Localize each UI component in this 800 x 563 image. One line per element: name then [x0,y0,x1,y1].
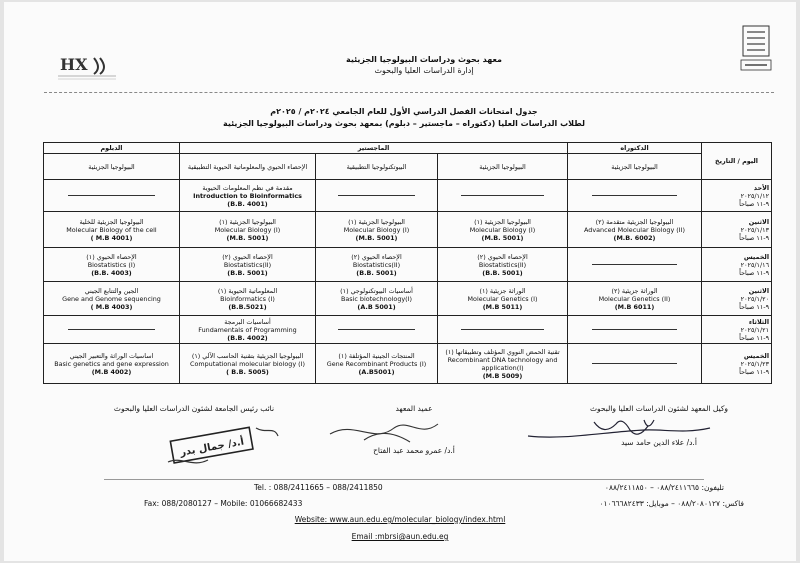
dean-title: عميد المعهد [395,404,433,413]
day-date-cell [702,212,772,248]
course-arabic-name: أساسيات البيوتكنولوجي (١) [340,286,413,295]
phone-ar: تليفون: ٠٨٨/٢٤١١٦٦٥ – ٠٨٨/٢٤١١٨٥٠ [604,483,724,492]
course-code: (B.B. 5001) [482,268,523,277]
exam-cell-phd [568,316,702,344]
course-english-name: Molecular Genetics (I) [467,294,538,303]
day-cell-day: الثلاثاء [748,317,770,326]
day-cell-time: ٩-١١ صباحاً [739,199,770,208]
exam-cell-phd [568,282,702,316]
course-english-name: Introduction to Bioinformatics [193,191,302,200]
course-arabic-name: البيولوجيا الجزيئية بتقنية الحاسب الآلي (١) [191,351,304,360]
day-date-cell [702,344,772,384]
empty-slot-line [592,195,677,196]
course-english-name: Computational molecular biology (I) [189,359,306,368]
vp-signature [64,404,324,413]
exam-cell-dip [44,344,180,384]
course-english-name: Basic genetics and gene expression [54,359,169,368]
day-cell-time: ٩-١١ صباحاً [739,302,770,311]
exam-cell-ms-bt [316,212,438,248]
group-masters: الماجستير [180,143,568,154]
empty-slot-line [338,195,415,196]
exam-cell-ms-bt [316,344,438,384]
course-arabic-name: الإحصاء الحيوي (٢) [351,252,402,261]
title-line-2: لطلاب الدراسات العليا (دكتوراه – ماجستير – دبلوم) بمعهد بحوث ودراسات البيولوجيا الجزيئية [223,119,585,128]
course-arabic-name: البيولوجيا الجزيئية (١) [474,217,531,226]
course-arabic-name: البيولوجيا الجزيئية للخلية [79,217,144,226]
exam-cell-ms-bi [180,248,316,282]
dean-name: أ.د/ عمرو محمد عبد الفتاح [373,446,455,455]
subject-header-row [44,154,772,180]
course-arabic-name: الإحصاء الحيوي (٢) [222,252,273,261]
course-arabic-name: أساسيات البرمجة [224,317,271,326]
group-header-row [44,143,772,154]
course-code: (M.B. 5001) [226,233,269,242]
exam-schedule-table [43,142,772,384]
exam-cell-ms-bt [316,180,438,212]
day-cell-day: الخميس [743,351,770,360]
institute-header [304,54,544,76]
stamp-text: أ.د/ جمال بدر [179,436,245,459]
day-cell-date: ٢٠٢٥/١/٢١ [740,325,770,334]
day-date-cell [702,180,772,212]
day-cell-date: ٢٠٢٥/١/٢٣ [740,359,770,368]
course-arabic-name: مقدمة في نظم المعلومات الحيوية [202,183,293,192]
empty-slot-line [592,329,677,330]
course-arabic-name: البيولوجيا الجزيئية (١) [348,217,405,226]
exam-cell-ms-mb [438,212,568,248]
exam-cell-ms-bt [316,316,438,344]
course-arabic-name: الإحصاء الحيوي (٢) [477,252,528,261]
day-cell-day: الاثنين [748,286,770,295]
empty-slot-line [68,329,154,330]
schedule-row [44,282,772,316]
website-link[interactable]: Website: www.aun.edu.eg/molecular_biology/index.html [294,515,506,524]
empty-slot-line [461,329,544,330]
course-arabic-name: الجين والتتابع الجيني [84,286,139,295]
institute-logo [56,52,120,82]
dean-handwritten-signature [324,416,444,446]
course-english-name: Biostatistics (I) [87,260,136,269]
vp-title: نائب رئيس الجامعة لشئون الدراسات العليا والبحوث [113,404,275,413]
course-arabic-name: تقنية الحمض النووي المؤتلف وتطبيقاتها (١) [445,347,560,356]
course-code: (B.B.5021) [228,302,267,311]
course-code: (M.B 5011) [482,302,523,311]
course-code: (M.B 5009) [482,371,523,380]
course-english-name: Gene Recombinant Products (I) [326,359,427,368]
exam-cell-ms-bi [180,212,316,248]
day-cell-date: ٢٠٢٥/١/١٦ [740,260,770,269]
course-arabic-name: الوراثة جزيئية (١) [479,286,526,295]
group-diploma: الدبلوم [44,143,180,154]
fax-en: Fax: 088/2080127 – Mobile: 01066682433 [144,499,303,508]
schedule-row [44,212,772,248]
empty-slot-line [592,264,677,265]
course-arabic-name: الوراثة جزيئية (٢) [611,286,658,295]
schedule-body [44,180,772,384]
course-english-name: Molecular Biology (I) [469,225,536,234]
course-code: (M.B 6011) [614,302,655,311]
empty-slot-line [338,329,415,330]
website-line [4,515,796,524]
course-code: (A.B5001) [358,367,395,376]
course-english-name: Bioinformatics (I) [220,294,275,303]
exam-cell-dip [44,316,180,344]
course-arabic-name: الإحصاء الحيوي (١) [86,252,137,261]
email-link[interactable]: Email :mbrsi@aun.edu.eg [351,532,449,541]
dean-signature [354,404,474,413]
footer-rule [104,479,704,480]
course-code: (B.B. 5001) [227,268,268,277]
col-ms-molecular-biology: البيولوجيا الجزيئية [438,154,568,180]
course-code: (M.B 4002) [91,367,132,376]
schedule-row [44,316,772,344]
exam-cell-dip [44,282,180,316]
course-arabic-name: المعلوماتية الحيوية (١) [217,286,278,295]
exam-cell-phd [568,212,702,248]
course-english-name: Molecular Biology (I) [214,225,281,234]
course-code: (B.B. 4001) [227,199,268,208]
department-name: إدارة الدراسات العليا والبحوث [374,66,474,75]
day-date-cell [702,282,772,316]
day-cell-time: ٩-١١ صباحاً [739,268,770,277]
university-logo [739,24,773,74]
course-arabic-name: اساسيات الوراثة والتعبير الجيني [69,351,154,360]
day-cell-date: ٢٠٢٥/١/١٢ [740,191,770,200]
exam-cell-phd [568,180,702,212]
phone-en: Tel. : 088/2411665 – 088/2411850 [254,483,383,492]
empty-slot-line [68,195,154,196]
header-rule [44,92,774,93]
exam-cell-ms-mb [438,344,568,384]
schedule-row [44,344,772,384]
day-cell-time: ٩-١١ صباحاً [739,233,770,242]
exam-cell-ms-bi [180,282,316,316]
col-diploma-molecular-biology: البيولوجيا الجزيئية [44,154,180,180]
vice-dean-handwritten-signature [524,414,714,446]
exam-cell-ms-bt [316,248,438,282]
fax-ar: فاكس: ٠٨٨/٢٠٨٠١٢٧ – موبايل: ٠١٠٦٦٦٨٢٤٣٣ [599,499,744,508]
course-code: (B.B. 4002) [227,333,268,342]
course-english-name: Molecular Genetics (II) [598,294,671,303]
course-english-name: Recombinant DNA technology and application(I) [447,355,558,372]
svg-text:HX: HX [60,55,88,74]
exam-cell-dip [44,180,180,212]
exam-cell-ms-bi [180,344,316,384]
course-english-name: Molecular Biology (I) [343,225,410,234]
day-cell-time: ٩-١١ صباحاً [739,333,770,342]
course-code: (B.B. 5001) [356,268,397,277]
exam-cell-ms-bi [180,316,316,344]
vp-stamp [164,422,284,470]
title-line-1: جدول امتحانات الفصل الدراسي الأول للعام الجامعي ٢٠٢٤م / ٢٠٢٥م [270,107,538,116]
course-code: (M.B. 6002) [613,233,656,242]
schedule-row [44,248,772,282]
course-english-name: Biostatistics(II) [478,260,527,269]
day-cell-date: ٢٠٢٥/١/٢٠ [740,294,770,303]
exam-cell-ms-bi [180,180,316,212]
course-code: (M.B. 5001) [355,233,398,242]
exam-cell-ms-mb [438,316,568,344]
course-english-name: Fundamentals of Programming [198,325,297,334]
email-line [4,532,796,541]
schedule-row [44,180,772,212]
course-english-name: Molecular Biology of the cell [66,225,157,234]
col-phd-molecular-biology: البيولوجيا الجزيئية [568,154,702,180]
day-cell-time: ٩-١١ صباحاً [739,367,770,376]
empty-slot-line [592,363,677,364]
day-cell-day: الخميس [743,252,770,261]
day-cell-day: الأحد [753,183,770,192]
course-arabic-name: البيولوجيا الجزيئية متقدمة (٢) [595,217,674,226]
empty-slot-line [461,195,544,196]
course-english-name: Basic biotechnology(I) [340,294,413,303]
course-english-name: Advanced Molecular Biology (II) [584,225,686,234]
exam-cell-ms-bt [316,282,438,316]
exam-cell-ms-mb [438,248,568,282]
course-english-name: Biostatistics(II) [352,260,401,269]
exam-cell-dip [44,248,180,282]
course-code: (B.B. 4003) [91,268,132,277]
col-ms-biostat-bioinfo: الإحصاء الحيوي والمعلوماتية الحيوية التطبيقية [180,154,316,180]
course-arabic-name: البيولوجيا الجزيئية (١) [219,217,276,226]
vice-dean-title: وكيل المعهد لشئون الدراسات العليا والبحوث [589,404,729,413]
exam-cell-dip [44,212,180,248]
course-code: ( B.B. 5005) [226,367,269,376]
course-arabic-name: المنتجات الجينية المؤتلفة (١) [338,351,415,360]
course-english-name: Gene and Genome sequencing [62,294,161,303]
group-doctorate: الدكتوراه [568,143,702,154]
exam-cell-ms-mb [438,282,568,316]
course-english-name: Biostatistics(II) [223,260,272,269]
course-code: (A.B 5001) [357,302,396,311]
institute-name: معهد بحوث ودراسات البيولوجيا الجزيئية [346,55,502,64]
document-title [184,106,624,130]
exam-cell-phd [568,248,702,282]
day-date-cell [702,316,772,344]
vice-dean-signature [564,404,754,413]
vice-dean-name: أ.د/ علاء الدين حامد سيد [621,438,697,447]
day-cell-date: ٢٠٢٥/١/١٣ [740,225,770,234]
exam-cell-phd [568,344,702,384]
document-page [4,2,796,561]
day-cell-day: الاثنين [748,217,770,226]
course-code: ( M.B 4003) [90,302,133,311]
course-code: ( M.B 4001) [90,233,133,242]
exam-cell-ms-mb [438,180,568,212]
day-date-header: اليوم / التاريخ [702,143,772,180]
course-code: (M.B. 5001) [481,233,524,242]
col-ms-applied-biotech: البيوتكنولوجيا التطبيقية [316,154,438,180]
day-date-cell [702,248,772,282]
